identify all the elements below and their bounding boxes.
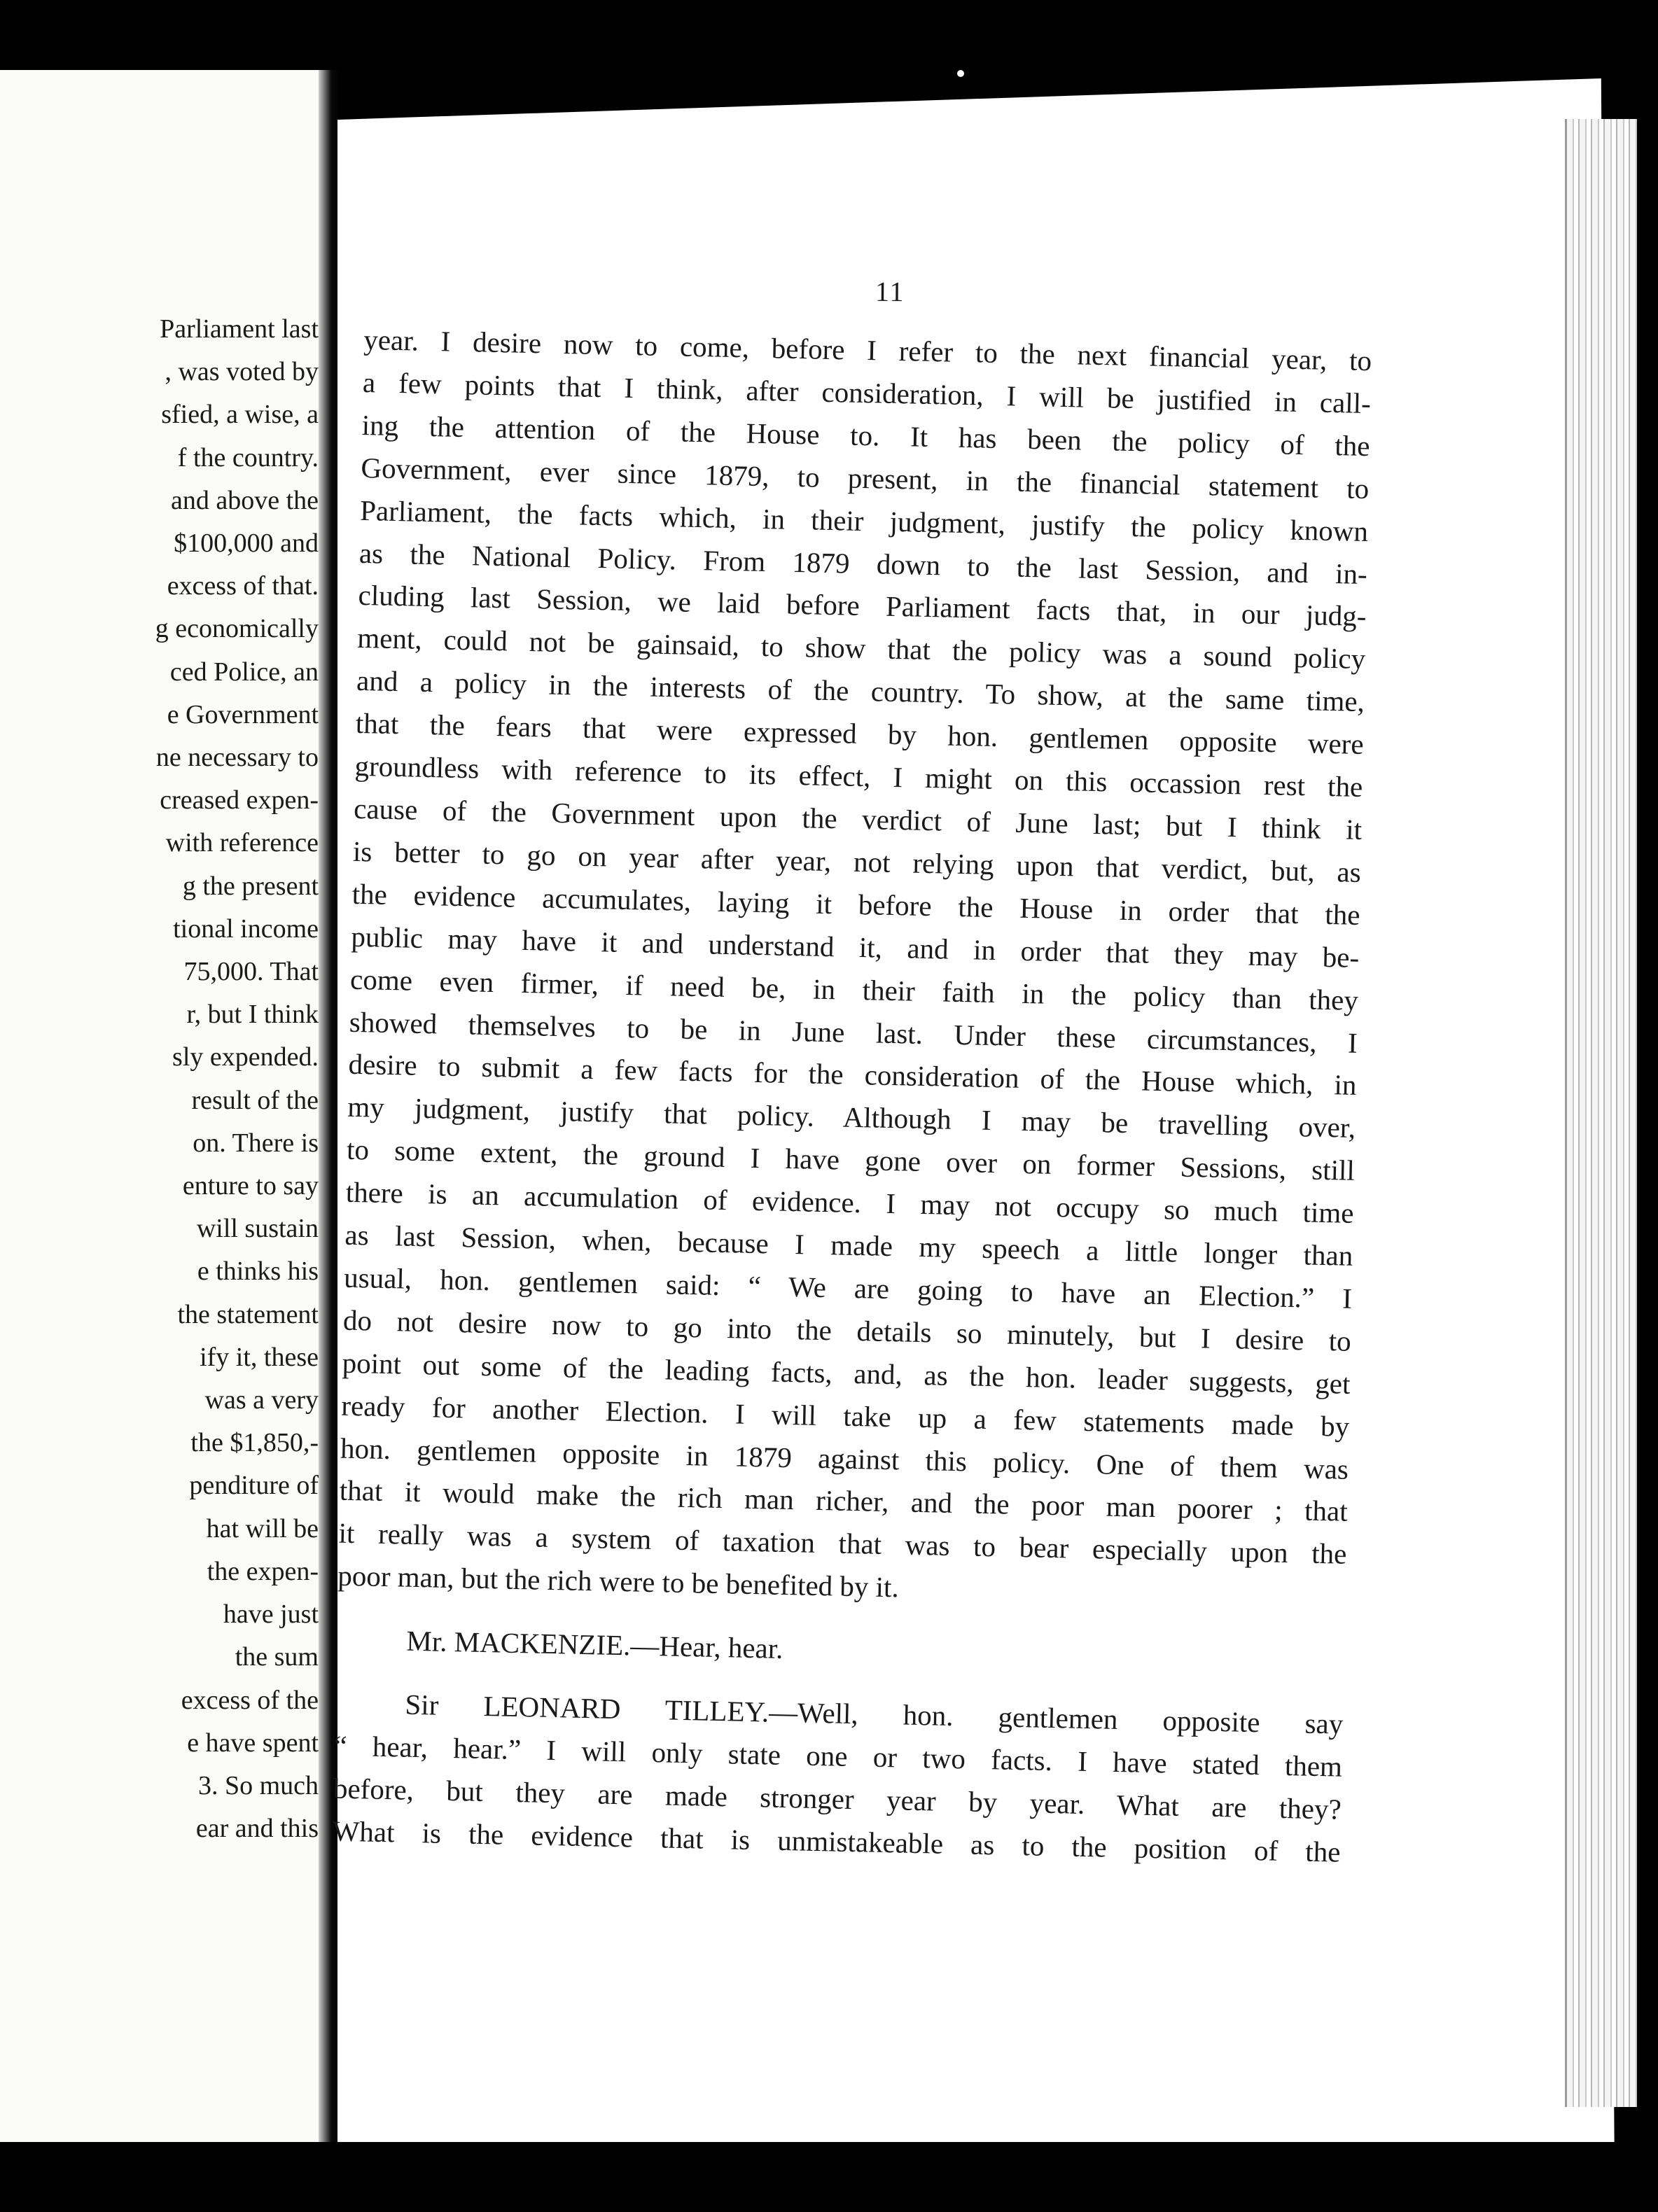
left-page-line: e have spent <box>187 1728 319 1758</box>
scan-speck <box>1064 97 1071 104</box>
body-line: that it would make the rich man richer, and the poor man poorer ; that <box>339 1474 1349 1528</box>
left-page-line: 3. So much <box>197 1770 319 1800</box>
body-line: it really was a system of taxation that was to bear especially upon the <box>338 1516 1347 1571</box>
left-page-line: result of the <box>191 1085 319 1115</box>
left-page-line: excess of that. <box>167 571 319 601</box>
body-line: “ hear, hear.” I will only state one or two facts. I have stated them <box>333 1729 1343 1783</box>
body-line: and a policy in the interests of the country. To show, at the same time, <box>356 664 1365 718</box>
body-line: usual, hon. gentlemen said: “ We are going to have an Election.” I <box>343 1261 1353 1315</box>
body-line: before, but they are made stronger year by year. What are they? <box>333 1772 1342 1826</box>
body-line: cause of the Government upon the verdict of June last; but I think it <box>353 792 1363 846</box>
scan-speck <box>957 70 964 77</box>
speaker-interjection: Mr. MACKENZIE.—Hear, hear. <box>405 1624 783 1665</box>
left-page-line: sfied, a wise, a <box>161 400 319 430</box>
left-facing-page <box>0 70 319 2142</box>
left-page-line: have just <box>223 1600 319 1630</box>
body-line: a few points that I think, after consideration, I will be justified in call- <box>362 365 1372 420</box>
page-edges <box>1565 119 1637 2107</box>
body-line: my judgment, justify that policy. Although I may be travelling over, <box>347 1091 1356 1144</box>
body-line: the evidence accumulates, laying it before the House in order that the <box>351 877 1360 931</box>
left-page-line: enture to say <box>182 1171 319 1201</box>
left-page-line: 75,000. That <box>183 957 319 987</box>
left-page-line: r, but I think <box>186 1000 319 1030</box>
body-line: as last Session, when, because I made my speech a little longer than <box>344 1218 1353 1272</box>
left-page-line: and above the <box>170 485 319 515</box>
body-line: that the fears that were expressed by hon. gentlemen opposite were <box>355 707 1365 761</box>
left-page-line: with reference <box>165 828 319 858</box>
left-page-line: ear and this <box>195 1814 319 1844</box>
left-page-line: on. There is <box>193 1128 319 1158</box>
body-line: Government, ever since 1879, to present, in the financial statement to <box>361 451 1370 505</box>
left-page-line: hat will be <box>206 1513 319 1544</box>
body-line: as the National Policy. From 1879 down to the last Session, and in- <box>358 536 1368 590</box>
body-line: Parliament, the facts which, in their judgment, justify the policy known <box>359 493 1369 547</box>
body-line: cluding last Session, we laid before Parliament facts that, in our judg- <box>358 579 1367 633</box>
body-line: desire to submit a few facts for the consideration of the House which, in <box>348 1048 1357 1102</box>
left-page-line: g the present <box>182 871 319 901</box>
body-line: ready for another Election. I will take up a few statements made by <box>341 1389 1350 1443</box>
page-number: 11 <box>875 275 905 308</box>
body-line: do not desire now to go into the details so minutely, but I desire to <box>342 1303 1352 1357</box>
left-page-line: excess of the <box>181 1685 319 1715</box>
body-line: public may have it and understand it, and in order that they may be- <box>351 920 1360 974</box>
left-page-line: the $1,850,- <box>190 1428 319 1458</box>
left-page-line: ne necessary to <box>155 743 319 773</box>
body-line: ment, could not be gainsaid, to show that the policy was a sound policy <box>356 622 1366 676</box>
left-page-line: e thinks his <box>197 1256 319 1287</box>
body-line: hon. gentlemen opposite in 1879 against this policy. One of them was <box>340 1432 1349 1485</box>
body-text <box>332 318 1372 1873</box>
left-page-line: the sum <box>235 1642 319 1672</box>
left-page-line: the expen- <box>207 1556 319 1586</box>
left-page-line: creased expen- <box>160 785 319 816</box>
left-page-line: , was voted by <box>165 357 319 387</box>
left-page-line: tional income <box>173 913 319 944</box>
body-line: there is an accumulation of evidence. I may not occupy so much time <box>345 1175 1355 1230</box>
left-page-line: the statement <box>177 1299 319 1329</box>
body-line: showed themselves to be in June last. Under these circumstances, I <box>349 1005 1358 1059</box>
body-line: to some extent, the ground I have gone over on former Sessions, still <box>346 1133 1356 1187</box>
left-page-line: ced Police, an <box>169 657 319 687</box>
body-line: What is the evidence that is unmistakeable as to the position of the <box>332 1814 1341 1868</box>
left-page-text <box>11 308 319 1850</box>
left-page-line: Parliament last <box>160 314 319 344</box>
left-page-line: penditure of <box>189 1471 319 1501</box>
left-page-line: sly expended. <box>172 1042 319 1072</box>
body-line: is better to go on year after year, not relying upon that verdict, but, as <box>352 834 1362 888</box>
left-page-line: ify it, these <box>200 1342 319 1372</box>
body-line: ing the attention of the House to. It has been the policy of the <box>361 408 1370 462</box>
left-page-line: f the country. <box>177 442 319 472</box>
body-line: groundless with reference to its effect, I might on this occassion rest the <box>354 749 1363 804</box>
body-line: poor man, but the rich were to be benefited by it. <box>337 1559 900 1604</box>
left-page-line: will sustain <box>196 1214 319 1244</box>
body-line: come even firmer, if need be, in their faith in the policy than they <box>349 962 1359 1016</box>
left-page-line: $100,000 and <box>174 528 319 559</box>
left-page-line: e Government <box>167 699 319 729</box>
left-page-line: g economically <box>155 614 319 644</box>
left-page-line: was a very <box>204 1385 319 1415</box>
body-line: point out some of the leading facts, and, as the hon. leader suggests, get <box>342 1346 1351 1400</box>
body-line: year. I desire now to come, before I refer to the next financial year, to <box>363 323 1372 377</box>
speaker-paragraph-start: Sir LEONARD TILLEY.—Well, hon. gentlemen opposite say <box>405 1688 1344 1740</box>
